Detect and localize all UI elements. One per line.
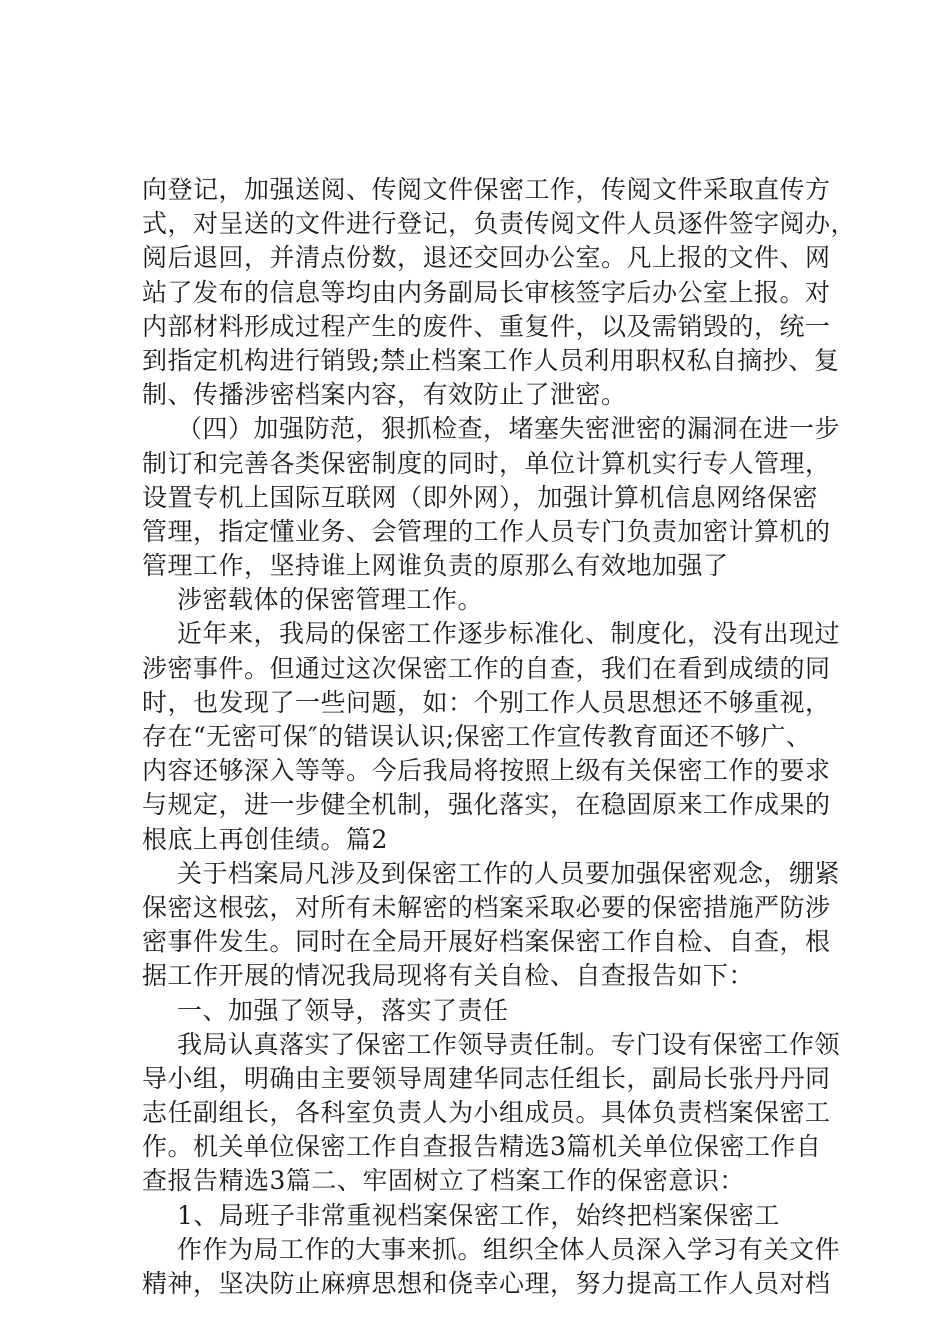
text-line: 根底上再创佳绩。篇2 <box>142 824 388 854</box>
document-body <box>142 173 857 1301</box>
text-line: 我局认真落实了保密工作领导责任制。专门设有保密工作领 <box>177 1029 841 1059</box>
text-line: 向登记，加强送阅、传阅文件保密工作，传阅文件采取直传方 <box>142 175 831 204</box>
text-line: 志任副组长，各科室负责人为小组成员。具体负责档案保密工 <box>142 1098 831 1128</box>
text-line: 到指定机构进行销毁;禁止档案工作人员利用职权私自摘抄、复 <box>142 345 840 375</box>
text-line: 查报告精选3篇二、牢固树立了档案工作的保密意识： <box>142 1166 745 1196</box>
text-line: 保密这根弦，对所有未解密的档案采取必要的保密措施严防涉 <box>142 892 831 922</box>
text-line: 关于档案局凡涉及到保密工作的人员要加强保密观念，绷紧 <box>177 858 841 888</box>
text-line: 内容还够深入等等。今后我局将按照上级有关保密工作的要求 <box>142 756 831 786</box>
text-line: 一、加强了领导，落实了责任 <box>177 995 509 1025</box>
text-line: 存在“无密可保″的错误认识;保密工作宣传教育面还不够广、 <box>142 722 812 751</box>
text-line: 与规定，进一步健全机制，强化落实，在稳固原来工作成果的 <box>142 790 831 820</box>
text-line: 管理工作，坚持谁上网谁负责的原那么有效地加强了 <box>142 551 729 581</box>
text-line: 式，对呈送的文件进行登记，负责传阅文件人员逐件签字阅办， <box>142 209 857 239</box>
text-line: 作。机关单位保密工作自查报告精选3篇机关单位保密工作自 <box>142 1132 822 1162</box>
text-line: 1、局班子非常重视档案保密工作，始终把档案保密工 <box>177 1200 780 1230</box>
text-line: 时，也发现了一些问题，如：个别工作人员思想还不够重视， <box>142 687 831 717</box>
text-line: 近年来，我局的保密工作逐步标准化、制度化，没有出现过 <box>177 619 841 649</box>
text-line: 密事件发生。同时在全局开展好档案保密工作自检、自查，根 <box>142 927 831 957</box>
text-line: 作作为局工作的大事来抓。组织全体人员深入学习有关文件 <box>177 1234 841 1264</box>
text-line: 涉密载体的保密管理工作。 <box>177 585 484 615</box>
text-line: 导小组，明确由主要领导周建华同志任组长，副局长张丹丹同 <box>142 1063 831 1093</box>
text-line: 制、传播涉密档案内容，有效防止了泄密。 <box>142 380 627 410</box>
text-line: 据工作开展的情况我局现将有关自检、自查报告如下： <box>142 961 755 991</box>
text-line: 站了发布的信息等均由内务副局长审核签字后办公室上报。对 <box>142 277 831 307</box>
text-line: 精神，坚决防止麻痹思想和侥幸心理，努力提高工作人员对档 <box>142 1269 831 1298</box>
text-line: 制订和完善各类保密制度的同时，单位计算机实行专人管理， <box>142 448 831 478</box>
text-line: 涉密事件。但通过这次保密工作的自查，我们在看到成绩的同 <box>142 653 831 683</box>
text-line: （四）加强防范，狠抓检查，堵塞失密泄密的漏洞在进一步 <box>177 414 841 444</box>
text-line: 设置专机上国际互联网（即外网），加强计算机信息网络保密 <box>142 482 819 512</box>
text-line: 阅后退回，并清点份数，退还交回办公室。凡上报的文件、网 <box>142 243 831 273</box>
text-line: 内部材料形成过程产生的废件、重复件，以及需销毁的，统一 <box>142 311 831 341</box>
text-line: 管理，指定懂业务、会管理的工作人员专门负责加密计算机的 <box>142 516 831 546</box>
